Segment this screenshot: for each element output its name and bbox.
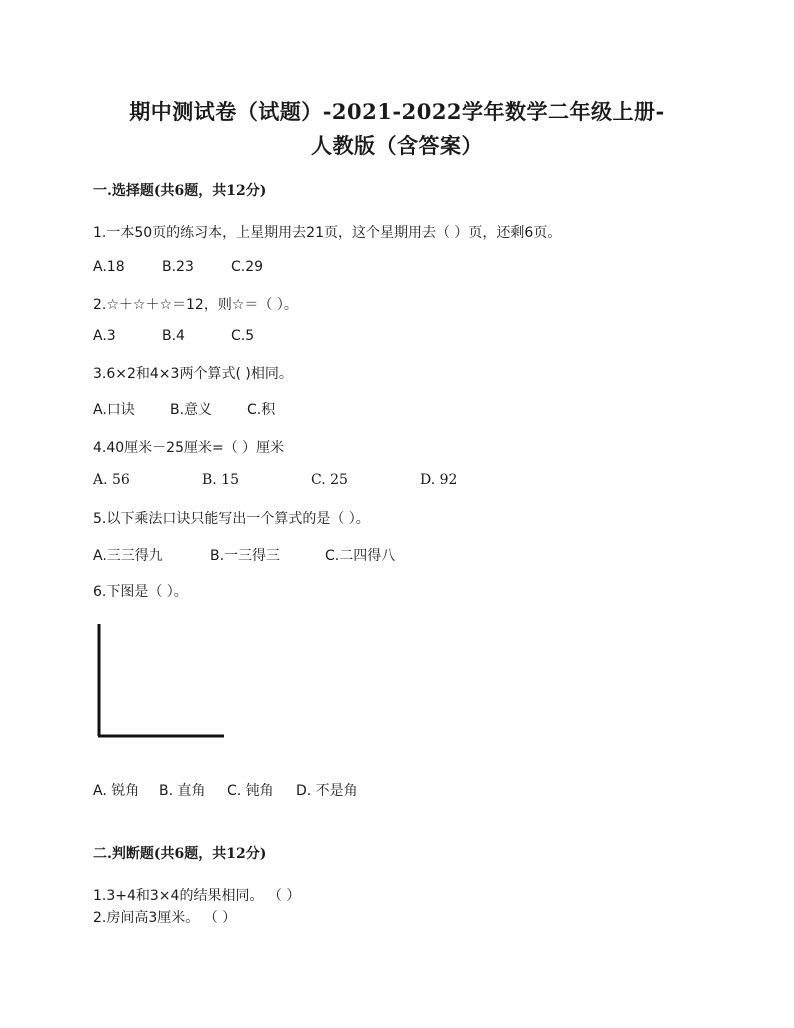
right-angle-figure-icon bbox=[96, 622, 226, 740]
section-heading-judgement: 二.判断题(共6题，共12分) bbox=[93, 846, 267, 862]
page-title-line-2: 人教版（含答案） bbox=[311, 133, 483, 158]
option-b: B. 直角 bbox=[159, 783, 206, 799]
option-c: C. 钝角 bbox=[227, 783, 274, 799]
question-6-stem: 6.下图是（ ）。 bbox=[93, 584, 188, 600]
question-4-stem: 4.40厘米－25厘米=（ ）厘米 bbox=[93, 440, 285, 456]
question-1-stem: 1.一本50页的练习本，上星期用去21页，这个星期用去（ ）页，还剩6页。 bbox=[93, 225, 562, 241]
option-a: A.三三得九 bbox=[93, 548, 163, 564]
option-a: A.3 bbox=[93, 328, 116, 344]
question-3-stem: 3.6×2和4×3两个算式( )相同。 bbox=[93, 366, 293, 382]
option-c: C.29 bbox=[231, 259, 264, 275]
question-2-stem: 2.☆＋☆＋☆＝12，则☆＝（ ）。 bbox=[93, 297, 298, 313]
option-c: C.5 bbox=[231, 328, 255, 344]
page-title-line-1: 期中测试卷（试题）-2021-2022学年数学二年级上册- bbox=[129, 99, 665, 124]
option-b: B.4 bbox=[162, 328, 185, 344]
option-b: B.一三得三 bbox=[210, 548, 281, 564]
option-b: B.23 bbox=[162, 259, 194, 275]
question-5-stem: 5.以下乘法口诀只能写出一个算式的是（ ）。 bbox=[93, 511, 370, 527]
option-c: C.积 bbox=[247, 402, 276, 418]
option-b: B.意义 bbox=[170, 402, 213, 418]
option-a: A.口诀 bbox=[93, 402, 135, 418]
judgement-question-2: 2.房间高3厘米。 （ ） bbox=[93, 910, 237, 926]
option-a: A. 56 bbox=[93, 472, 130, 488]
option-b: B. 15 bbox=[202, 472, 240, 488]
judgement-question-1: 1.3+4和3×4的结果相同。 （ ） bbox=[93, 888, 301, 904]
option-a: A. 锐角 bbox=[93, 783, 140, 799]
option-d: D. 92 bbox=[420, 472, 458, 488]
section-heading-choice: 一.选择题(共6题，共12分) bbox=[93, 183, 267, 199]
option-a: A.18 bbox=[93, 259, 125, 275]
option-c: C.二四得八 bbox=[325, 548, 396, 564]
option-c: C. 25 bbox=[311, 472, 348, 488]
option-d: D. 不是角 bbox=[296, 783, 358, 799]
